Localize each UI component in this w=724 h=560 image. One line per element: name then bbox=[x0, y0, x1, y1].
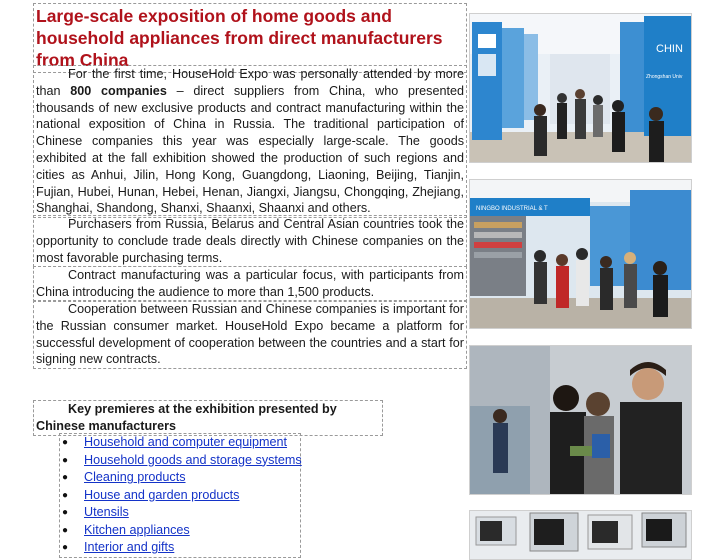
booth-sign: Zhongshan Univ bbox=[646, 74, 683, 80]
product-discussion-photo bbox=[469, 345, 692, 495]
list-item bbox=[60, 434, 300, 452]
list-item bbox=[60, 487, 300, 505]
exhibition-hall-photo bbox=[469, 13, 692, 163]
intro-paragraph bbox=[34, 66, 466, 217]
bullet-icon: ● bbox=[62, 542, 69, 553]
premieres-heading: Key premieres at the exhibition presented by Chinese manufacturers bbox=[34, 401, 382, 435]
purchasers-paragraph: Purchasers from Russia, Belarus and Central Asian countries took the opportunity to conclude trade deals directly with Chinese companies on the most favorable purchasing terms. bbox=[36, 217, 464, 265]
bullet-icon: ● bbox=[62, 454, 69, 466]
premieres-list bbox=[60, 434, 300, 557]
list-item bbox=[60, 452, 300, 470]
premiere-link[interactable]: House and garden products bbox=[84, 487, 240, 502]
premiere-link[interactable]: Kitchen appliances bbox=[84, 522, 190, 537]
intro-text-end: – direct suppliers from China, who presented thousands of new exclusive products and contract manufacturing within the national exposition of China in Russia. The traditional participation of Chinese companies this year was especially large-scale. The goods exhibited at the fall exhibition showed the production of such regions and cities as Anhui, Jilin, Hong Kong, Guangdong, Liaoning, Beijing, Tianjin, Fujian, Hubei, Hunan, Hebei, Henan, Jiangxi, Jiangsu, Chongqing, Zhejiang, Shanghai, Shandong, Shanxi, Shaanxi, Shaanxi and others. bbox=[36, 83, 464, 216]
contract-paragraph: Contract manufacturing was a particular focus, with participants from China introducing the audience to more than 1,500 products. bbox=[36, 268, 464, 299]
premiere-link[interactable]: Household and computer equipment bbox=[84, 435, 288, 449]
list-item bbox=[60, 539, 300, 557]
list-item bbox=[60, 504, 300, 522]
article-title: Large-scale exposition of home goods and household appliances from direct manufacturers from China bbox=[34, 4, 466, 72]
premiere-link[interactable]: Utensils bbox=[84, 505, 129, 519]
bullet-icon: ● bbox=[62, 524, 69, 536]
booth-sign: CHIN bbox=[656, 43, 683, 55]
bullet-icon: ● bbox=[62, 437, 69, 448]
bullet-icon: ● bbox=[62, 489, 69, 501]
list-item bbox=[60, 469, 300, 487]
microwave-ovens-photo bbox=[469, 510, 692, 560]
booth-sign: NINGBO INDUSTRIAL & T bbox=[476, 206, 548, 212]
intro-text-start: For the first time, HouseHold Expo was personally attended by more than bbox=[36, 67, 464, 98]
premiere-link[interactable]: Household goods and storage systems bbox=[84, 452, 302, 467]
cooperation-paragraph: Cooperation between Russian and Chinese companies is important for the Russian consumer market. HouseHold Expo became a platform for successful development of cooperation between the countries and a start for signing new contracts. bbox=[36, 302, 464, 367]
list-item bbox=[60, 522, 300, 540]
premiere-link[interactable]: Cleaning products bbox=[84, 470, 186, 484]
companies-count: 800 companies bbox=[70, 83, 167, 98]
bullet-icon: ● bbox=[62, 472, 69, 483]
booth-visitors-photo bbox=[469, 179, 692, 329]
premiere-link[interactable]: Interior and gifts bbox=[84, 540, 175, 554]
bullet-icon: ● bbox=[62, 507, 69, 518]
